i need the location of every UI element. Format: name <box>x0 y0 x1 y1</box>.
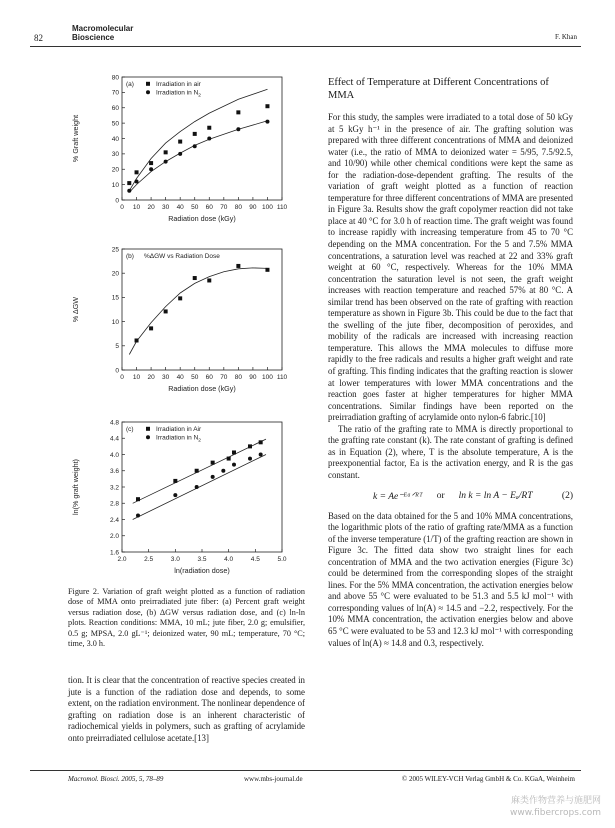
equation-lhs: k = Ae⁻ᴱᵃᐟᴿᵀ <box>373 491 423 502</box>
chart-c <box>70 414 300 582</box>
c2-s1-point-0 <box>136 513 140 517</box>
watermark-line1: 麻类作物营养与施肥网 <box>510 796 601 806</box>
footer-copyright: © 2005 WILEY-VCH Verlag GmbH & Co. KGaA, Weinheim <box>401 775 575 783</box>
c2-x-tick-label-5: 4.5 <box>250 556 260 563</box>
c2-y-tick-label-5: 3.6 <box>109 468 119 476</box>
c0-y-tick-label-2: 20 <box>111 166 119 174</box>
c0-s0-point-7 <box>236 110 240 114</box>
c2-s0-point-3 <box>211 461 215 465</box>
c2-s1-point-1 <box>173 493 177 497</box>
c1-y-tick-label-2: 10 <box>111 318 119 326</box>
c2-s0-point-0 <box>136 497 140 501</box>
c0-x-tick-label-8: 80 <box>234 204 242 211</box>
c0-s1-point-4 <box>178 152 182 156</box>
c2-plot-frame <box>122 422 282 552</box>
c2-panel-label: (c) <box>126 426 134 433</box>
c2-s1-legend-marker <box>146 435 150 439</box>
c2-s0-point-2 <box>195 469 199 473</box>
c1-s0-point-3 <box>178 296 182 300</box>
c0-s0-legend-name: Irradiation in air <box>156 81 201 88</box>
c2-x-tick-label-6: 5.0 <box>277 556 287 563</box>
c0-x-tick-label-9: 90 <box>249 204 257 211</box>
journal-name <box>72 24 133 42</box>
left-column-text: tion. It is clear that the concentration of reactive species created in jute is a function of the radiation dose and depends, to some extent, on the radiation environment. The nonlinear dependence of grafting on radiation dose is an inherent characteristic of radiochemical yields in polymers, such as grafting of acrylamide onto preirradiated cellulose acetate.[13] <box>68 675 305 743</box>
c2-s0-point-7 <box>259 440 263 444</box>
c1-x-tick-label-10: 100 <box>262 374 273 381</box>
journal-name-line1: Macromolecular <box>72 24 134 33</box>
c0-x-tick-label-5: 50 <box>191 204 199 211</box>
c0-x-tick-label-0: 0 <box>120 204 124 211</box>
c0-s1-point-1 <box>135 180 139 184</box>
watermark <box>510 795 601 819</box>
c0-s1-point-0 <box>127 189 131 193</box>
figure-2 <box>70 70 300 582</box>
c1-x-tick-label-0: 0 <box>120 374 124 381</box>
c1-s0-point-4 <box>193 276 197 280</box>
equation-number: (2) <box>561 491 573 501</box>
chart-a <box>70 70 300 230</box>
c0-s1-point-3 <box>164 160 168 164</box>
c2-x-tick-label-2: 3.0 <box>170 556 180 563</box>
c0-y-tick-label-4: 40 <box>111 135 119 143</box>
c0-s1-point-2 <box>149 167 153 171</box>
c0-y-tick-label-6: 60 <box>111 105 119 113</box>
header-rule <box>30 46 581 47</box>
c2-s1-legend-subscript: 2 <box>198 438 201 444</box>
journal-name-line2: Bioscience <box>72 33 115 42</box>
c2-s0-point-5 <box>232 450 236 454</box>
c0-y-tick-label-1: 10 <box>111 181 119 189</box>
c1-s0-point-5 <box>207 278 211 282</box>
c2-y-tick-label-2: 2.4 <box>109 516 119 524</box>
c1-plot-frame <box>122 249 282 370</box>
c2-s1-fit-line <box>133 455 266 520</box>
c0-x-axis-label: Radiation dose (kGy) <box>168 214 236 223</box>
c0-x-tick-label-11: 110 <box>276 204 288 211</box>
c0-s1-point-5 <box>193 144 197 148</box>
c1-legend-text: %ΔGW vs Radiation Dose <box>144 253 220 260</box>
c2-s1-point-6 <box>248 457 252 461</box>
c1-y-tick-label-1: 5 <box>115 343 119 351</box>
c2-s1-legend-name: Irradiation in N <box>156 434 199 442</box>
c2-x-tick-label-4: 4.0 <box>224 556 234 563</box>
c1-s0-point-6 <box>236 264 240 268</box>
paragraph-1: For this study, the samples were irradiated to a total dose of 50 kGy at 5 kGy h⁻¹ in the presence of air. The grafting solution was prepared with three different concentrations of MMA and deionized water (i.e., the ratio of MMA to deionized water = 5/95, 7.5/92.5, and 10/90) while other chemical conditions were kept the same as for the radiation-dose-dependent grafting. The results of the variation of graft weight plotted as a function of reaction temperature for three different concentrations of MMA are presented in Figure 3a. Results show the graft copolymer reaction did not take place at 40 °C for 3.0 h of reaction time. The graft weight was found to increase rapidly with increasing temperature from 45 to 70 °C depending on the MMA concentration. For the 5 and 7.5% MMA concentrations, a saturation level was reached at 22 and 33% graft weight at 60 °C, respectively. Whereas for the 10% MMA concentration the saturation level is not seen, the graft weight increases with reaction temperature and reached 57% at 80 °C. A similar trend has been observed on the rate of grafting with reaction temperature as shown in Figure 3b. This could be due to the fact that the swelling of the jute fiber, decomposition of peroxides, and mobility of the radicals are increased with increasing reaction temperature. This allows the MMA molecules to diffuse more rapidly to the free radicals and results a higher graft weight and rate of grafting. This finding indicates that the grafting reaction is slower at lower temperatures with lower MMA concentrations and the reaction goes faster at higher temperatures for higher MMA concentrations. Similar findings have been reported on the preirradiation grafting of acrylamide onto nylon-6 fabric.[10] <box>328 112 573 423</box>
c2-x-tick-label-0: 2.0 <box>117 556 127 563</box>
c1-s0-fit-line <box>129 268 267 355</box>
c0-x-tick-label-4: 40 <box>176 204 184 211</box>
footer-url[interactable]: www.mbs-journal.de <box>244 775 303 783</box>
c2-y-axis-label: ln(% graft weight) <box>71 459 80 515</box>
c0-y-tick-label-3: 30 <box>111 151 119 159</box>
c2-s1-point-3 <box>211 475 215 479</box>
c0-s0-point-1 <box>135 170 139 174</box>
c1-x-tick-label-1: 10 <box>132 374 141 381</box>
c0-panel-label: (a) <box>126 81 134 88</box>
c0-x-tick-label-10: 100 <box>262 204 273 211</box>
equation-or: or <box>436 491 445 501</box>
c0-y-tick-label-7: 70 <box>111 89 119 97</box>
running-author: F. Khan <box>555 33 577 41</box>
c1-y-axis-label: % ΔGW <box>71 296 80 323</box>
c0-s1-legend-name: Irradiation in N <box>156 89 199 97</box>
c1-y-tick-label-3: 15 <box>111 294 119 302</box>
c2-s0-point-4 <box>227 457 231 461</box>
footer-rule <box>30 770 581 771</box>
c2-s1-point-4 <box>221 469 225 473</box>
c1-x-axis-label: Radiation dose (kGy) <box>168 384 236 393</box>
c1-x-tick-label-6: 60 <box>205 374 213 381</box>
equation-2 <box>328 491 573 502</box>
c0-s1-legend-label <box>156 90 201 99</box>
c1-panel-label: (b) <box>126 253 134 260</box>
c0-x-tick-label-6: 60 <box>205 204 213 211</box>
c0-s0-point-5 <box>193 132 197 136</box>
c0-y-tick-label-5: 50 <box>111 120 119 128</box>
c2-s1-point-5 <box>232 463 236 467</box>
c0-s1-fit-line <box>129 121 267 193</box>
paragraph-3: Based on the data obtained for the 5 and 10% MMA concentrations, the logarithmic plots of the ratio of grafting rate/MMA as a function of the inverse temperature (1/T) of the grafting reaction are shown in Figure 3c. The fitted data show two straight lines for each concentration of MMA and the two activation energies (Figure 3c) could be determined from the corresponding slopes of the straight lines. For the 5% MMA concentration, the activation energies below and above 55 °C were evaluated to be 51.3 and 5.5 kJ mol⁻¹ with corresponding values of ln(A) ≈ 14.5 and −2.2, respectively. For the 10% MMA concentration, the activation energies below and above 65 °C were evaluated to be 53 and 12.3 kJ mol⁻¹ with corresponding values of ln(A) ≈ 14.8 and 0.3, respectively. <box>328 510 573 648</box>
c2-s0-point-6 <box>248 444 252 448</box>
c2-s1-point-2 <box>195 485 199 489</box>
equation-rhs: ln k = ln A − Eₐ/RT <box>458 491 533 501</box>
c0-s1-legend-subscript: 2 <box>198 93 201 99</box>
c2-s0-legend-marker <box>146 427 150 431</box>
page-number: 82 <box>34 33 43 43</box>
watermark-line2: www.fibercrops.com <box>510 808 601 818</box>
c2-y-tick-label-4: 3.2 <box>109 484 119 492</box>
c2-y-tick-label-1: 2.0 <box>109 533 119 541</box>
c0-y-axis-label: % Graft weight <box>71 114 80 163</box>
c0-s0-point-3 <box>164 150 168 154</box>
c0-s1-legend-marker <box>146 90 150 94</box>
c0-s0-point-6 <box>207 126 211 130</box>
c1-y-tick-label-4: 20 <box>111 270 119 278</box>
section-title: Effect of Temperature at Different Concentrations of MMA <box>328 77 549 101</box>
c0-s1-point-6 <box>207 137 211 141</box>
c2-s0-legend-name: Irradiation in Air <box>156 426 202 433</box>
c1-s0-point-2 <box>164 309 168 313</box>
c1-x-tick-label-8: 80 <box>234 374 242 381</box>
c1-x-tick-label-7: 70 <box>220 374 228 381</box>
c1-x-tick-label-5: 50 <box>191 374 199 381</box>
c2-y-tick-label-8: 4.8 <box>109 419 119 427</box>
right-column <box>328 76 573 649</box>
c0-s0-point-2 <box>149 161 153 165</box>
c2-s0-legend-label <box>156 426 202 433</box>
c2-s1-legend-label <box>156 435 201 444</box>
c0-x-tick-label-2: 20 <box>147 204 155 211</box>
c0-s0-point-4 <box>178 140 182 144</box>
c1-x-tick-label-11: 110 <box>276 374 288 381</box>
c1-y-tick-label-0: 0 <box>115 367 119 375</box>
c2-s1-point-7 <box>259 453 263 457</box>
c2-y-tick-label-6: 4.0 <box>109 451 119 459</box>
c0-s0-legend-marker <box>146 82 150 86</box>
c2-y-tick-label-0: 1.6 <box>109 549 119 557</box>
c0-plot-frame <box>122 77 282 200</box>
c0-y-tick-label-8: 80 <box>111 74 119 82</box>
c0-x-tick-label-1: 10 <box>132 204 141 211</box>
figure-caption: Figure 2. Variation of graft weight plotted as a function of radiation dose of MMA onto preirradiated jute fiber: (a) Percent graft weight versus radiation dose, (b) ΔGW versus radiation dose, and (c) ln-ln plots. Reaction conditions: MMA, 10 mL; jute fiber, 2.0 g; emulsifier, 0.5 g; MPSA, 2.0 gL⁻¹; deionized water, 90 mL; temperature, 70 °C; time, 3.0 h. <box>68 587 305 649</box>
c1-x-tick-label-3: 30 <box>162 374 170 381</box>
c2-x-tick-label-1: 2.5 <box>144 556 154 563</box>
c1-x-tick-label-2: 20 <box>147 374 155 381</box>
c2-y-tick-label-3: 2.8 <box>109 500 119 508</box>
footer-citation: Macromol. Biosci. 2005, 5, 78–89 <box>68 775 164 783</box>
c0-x-tick-label-7: 70 <box>220 204 228 211</box>
c2-x-tick-label-3: 3.5 <box>197 556 207 563</box>
c1-s0-point-1 <box>149 326 153 330</box>
c0-y-tick-label-0: 0 <box>115 197 119 205</box>
c0-s0-point-8 <box>265 104 269 108</box>
paragraph-2: The ratio of the grafting rate to MMA is directly proportional to the grafting rate constant (k). The rate constant of grafting is defined as in Equation (2), where, T is the absolute temperature, A is the preexponential factor, Ea is the activation energy, and R is the gas constant. <box>328 423 573 480</box>
c2-x-axis-label: ln(radiation dose) <box>174 566 230 575</box>
c2-y-tick-label-7: 4.4 <box>109 435 119 443</box>
c0-s0-fit-line <box>129 89 267 191</box>
c0-s0-legend-label <box>156 81 202 88</box>
c0-s1-point-7 <box>236 127 240 131</box>
chart-b <box>70 242 300 402</box>
c1-s0-point-7 <box>265 268 269 272</box>
c0-s0-point-0 <box>127 181 131 185</box>
c2-s0-fit-line <box>133 439 266 503</box>
c0-s1-point-8 <box>265 120 269 124</box>
c0-x-tick-label-3: 30 <box>162 204 170 211</box>
c2-s0-point-1 <box>173 479 177 483</box>
c1-x-tick-label-9: 90 <box>249 374 257 381</box>
c1-x-tick-label-4: 40 <box>176 374 184 381</box>
c1-s0-point-0 <box>135 338 139 342</box>
c1-y-tick-label-5: 25 <box>111 246 119 254</box>
